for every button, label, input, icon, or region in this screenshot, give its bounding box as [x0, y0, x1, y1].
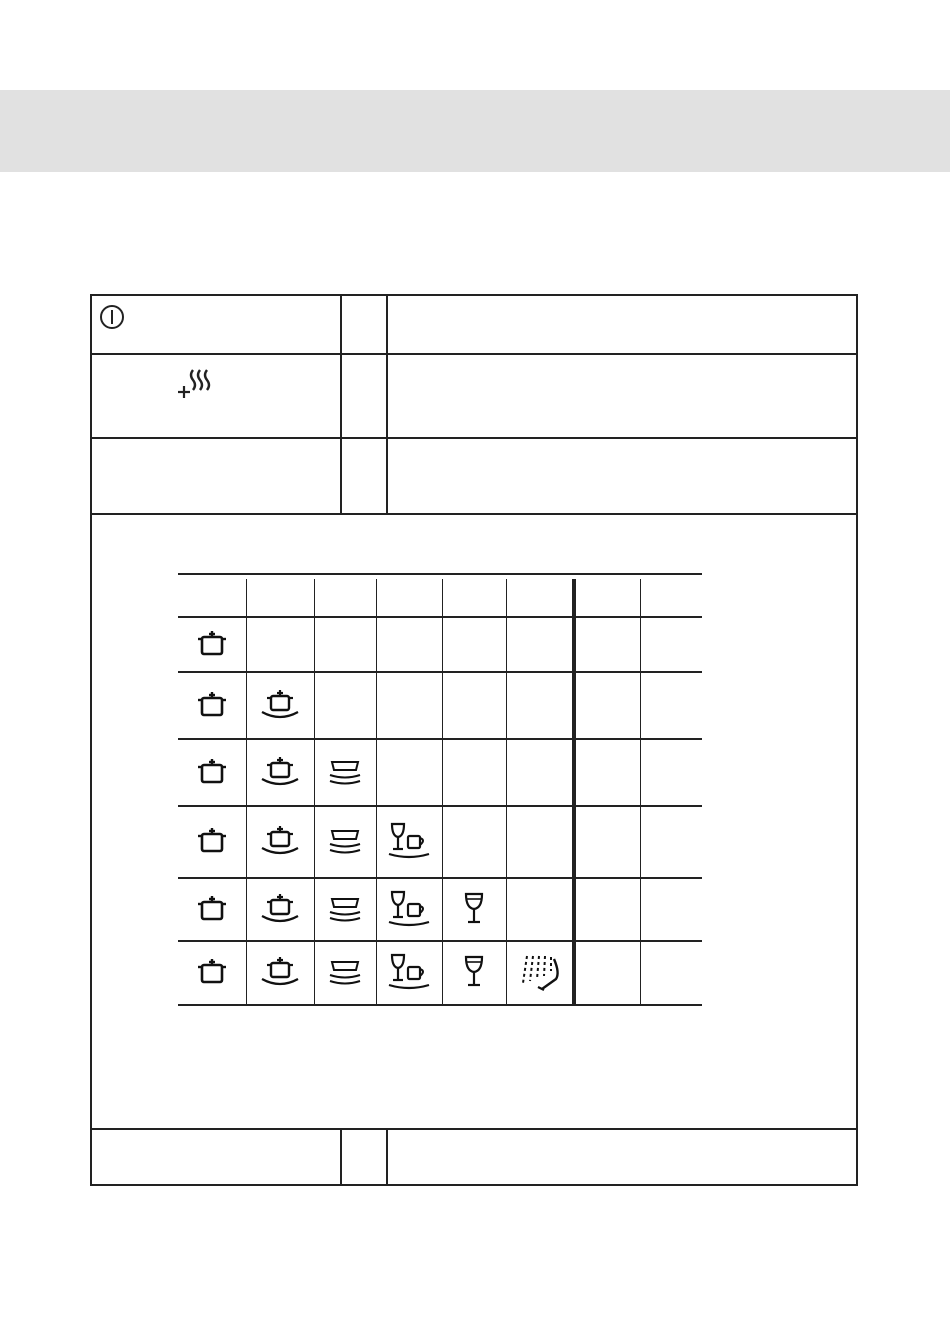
settings-table: [90, 294, 858, 1186]
pot-icon: [178, 671, 246, 738]
column-divider: [386, 1128, 388, 1186]
plates-stack-icon: [314, 738, 376, 805]
glass-and-cup-icon: [376, 805, 442, 877]
row-divider: [92, 513, 856, 515]
column-divider: [340, 296, 342, 515]
wine-glass-icon: [442, 940, 506, 1004]
plates-stack-icon: [314, 877, 376, 940]
glass-and-cup-icon: [376, 940, 442, 1004]
pot-on-plate-icon: [246, 738, 314, 805]
pot-icon: [178, 616, 246, 671]
grid-row-rule: [178, 1004, 702, 1006]
grid-row-rule: [178, 616, 702, 618]
wine-glass-icon: [442, 877, 506, 940]
header-band: [0, 90, 950, 172]
pot-icon: [178, 940, 246, 1004]
rinse-spray-icon: [506, 940, 574, 1004]
glass-and-cup-icon: [376, 877, 442, 940]
plates-stack-icon: [314, 805, 376, 877]
grid-column-rule: [640, 579, 641, 1004]
plates-stack-icon: [314, 940, 376, 1004]
program-grid: [178, 573, 702, 1004]
pot-icon: [178, 805, 246, 877]
row-divider: [92, 353, 856, 355]
grid-top-rule: [178, 573, 702, 575]
power-icon: [99, 304, 125, 330]
row-divider: [92, 437, 856, 439]
column-divider: [340, 1128, 342, 1186]
pot-on-plate-icon: [246, 877, 314, 940]
pot-on-plate-icon: [246, 671, 314, 738]
pot-icon: [178, 738, 246, 805]
column-divider: [386, 296, 388, 515]
row-divider: [92, 1128, 856, 1130]
pot-icon: [178, 877, 246, 940]
plus-heat-waves-icon: [176, 366, 216, 400]
pot-on-plate-icon: [246, 940, 314, 1004]
pot-on-plate-icon: [246, 805, 314, 877]
